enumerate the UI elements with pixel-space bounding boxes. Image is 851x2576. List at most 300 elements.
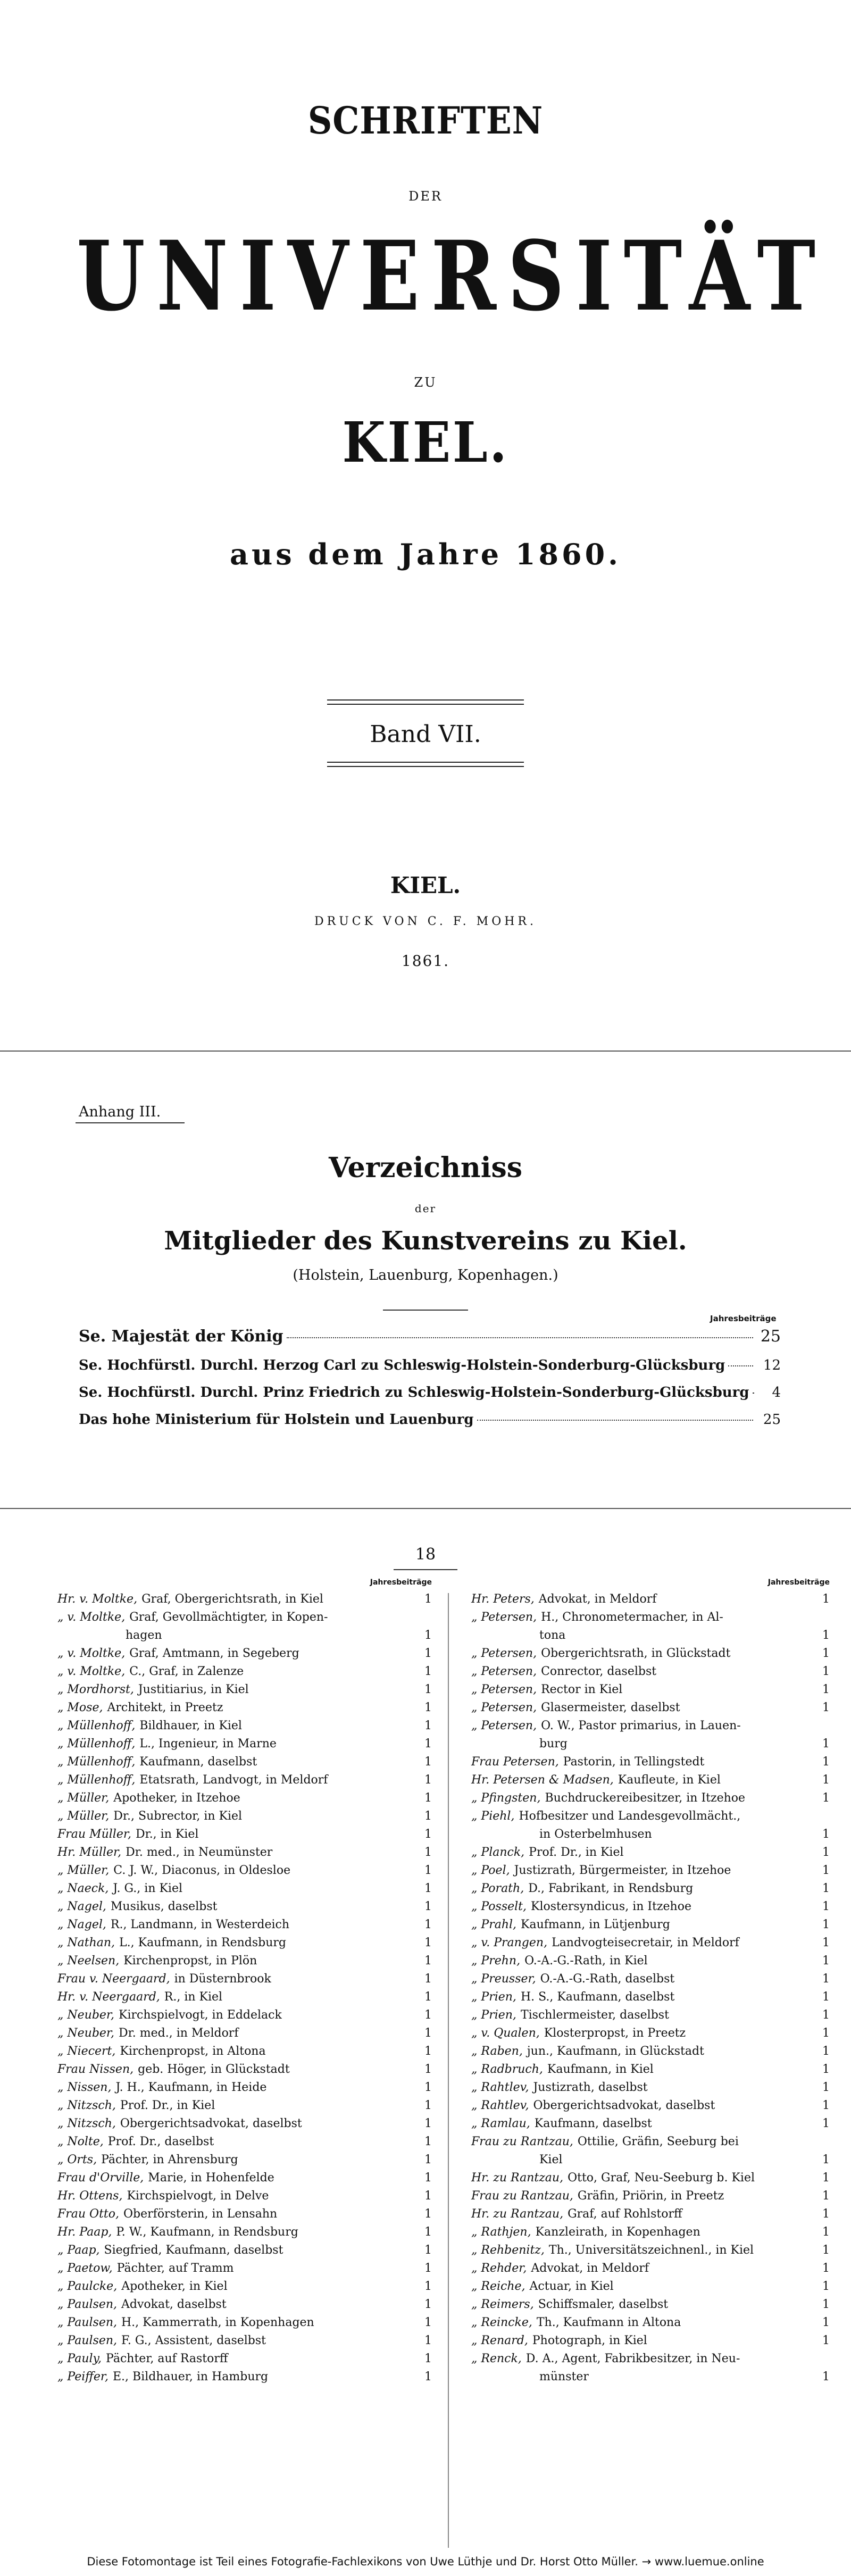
member-contribution: 1 bbox=[822, 1683, 830, 1696]
member-contribution: 1 bbox=[822, 2099, 830, 2112]
column-header: Jahresbeiträge bbox=[710, 1314, 777, 1323]
member-entry bbox=[57, 2061, 435, 2079]
member-contribution: 1 bbox=[424, 1882, 432, 1895]
member-name: „ Pfingsten, bbox=[471, 1791, 541, 1805]
member-contribution: 1 bbox=[424, 2027, 432, 2040]
member-name: „ Rahtlev, bbox=[471, 2099, 529, 2112]
member-contribution: 1 bbox=[822, 1828, 830, 1841]
member-name: „ Müller, bbox=[57, 1864, 110, 1877]
member-entry bbox=[471, 1681, 833, 1699]
member-details: Prof. Dr., daselbst bbox=[107, 2135, 214, 2148]
member-entry bbox=[471, 2368, 833, 2386]
member-contribution: 1 bbox=[822, 1936, 830, 1949]
member-entry bbox=[471, 2133, 833, 2151]
member-name: „ Petersen, bbox=[471, 1611, 537, 1624]
member-details: burg bbox=[539, 1737, 568, 1750]
appendix-underline bbox=[76, 1122, 185, 1123]
member-entry bbox=[57, 1970, 435, 1988]
member-details: geb. Höger, in Glückstadt bbox=[138, 2063, 290, 2076]
member-entry bbox=[57, 1645, 435, 1663]
member-name: Hr. Peters, bbox=[471, 1593, 535, 1606]
regions-note: (Holstein, Lauenburg, Kopenhagen.) bbox=[293, 1267, 558, 1283]
member-entry bbox=[471, 2241, 833, 2260]
member-details: Ottilie, Gräfin, Seeburg bei bbox=[577, 2135, 739, 2148]
member-contribution: 1 bbox=[822, 1665, 830, 1678]
member-details: Apotheker, in Itzehoe bbox=[113, 1791, 240, 1805]
member-entry bbox=[471, 1735, 833, 1753]
band-box bbox=[327, 699, 524, 767]
member-entry bbox=[471, 1771, 833, 1789]
member-entry bbox=[471, 1753, 833, 1771]
member-details: Dr., Subrector, in Kiel bbox=[113, 1810, 243, 1823]
member-details: Tischlermeister, daselbst bbox=[520, 2008, 669, 2022]
member-entry bbox=[57, 2350, 435, 2368]
title-schriften: SCHRIFTEN bbox=[307, 98, 544, 143]
member-contribution: 1 bbox=[822, 2334, 830, 2347]
member-contribution: 1 bbox=[424, 2298, 432, 2311]
member-name: „ Neuber, bbox=[57, 2008, 115, 2022]
member-details: Kaufleute, in Kiel bbox=[618, 1773, 721, 1787]
member-details: münster bbox=[539, 2370, 589, 2383]
heading-der: der bbox=[414, 1202, 437, 1215]
member-details: Graf, Gevollmächtigter, in Kopen- bbox=[129, 1611, 328, 1624]
member-entry bbox=[471, 1970, 833, 1988]
page-heading: Verzeichniss bbox=[329, 1152, 522, 1184]
member-name: „ Niecert, bbox=[57, 2045, 116, 2058]
member-details: tona bbox=[539, 1629, 566, 1642]
member-name: „ Rehder, bbox=[471, 2262, 527, 2275]
member-entry bbox=[57, 1916, 435, 1934]
member-contribution: 1 bbox=[822, 2370, 830, 2383]
member-name: Hr. v. Neergaard, bbox=[57, 1990, 160, 2004]
member-contribution: 1 bbox=[424, 1593, 432, 1606]
member-entry bbox=[471, 2151, 833, 2169]
member-name: „ v. Prangen, bbox=[471, 1936, 548, 1949]
member-name: „ Renard, bbox=[471, 2334, 528, 2347]
member-entry bbox=[471, 1988, 833, 2006]
band-top-rule bbox=[327, 699, 524, 705]
leader-dots bbox=[477, 1420, 753, 1421]
member-details: O.-A.-G.-Rath, daselbst bbox=[540, 1972, 675, 1986]
member-name: „ Müllenhoff, bbox=[57, 1737, 136, 1750]
member-contribution: 1 bbox=[424, 2316, 432, 2329]
member-entry bbox=[471, 1898, 833, 1916]
member-details: Obergerichtsrath, in Glückstadt bbox=[541, 1647, 731, 1660]
member-entry bbox=[471, 2169, 833, 2187]
member-details: Pächter, auf Rastorff bbox=[106, 2352, 228, 2365]
page-number-rule bbox=[394, 1569, 457, 1570]
member-name: „ Petersen, bbox=[471, 1719, 537, 1732]
member-entry bbox=[471, 2024, 833, 2043]
member-contribution: 1 bbox=[822, 1701, 830, 1714]
member-entry bbox=[471, 1880, 833, 1898]
leader-dots bbox=[728, 1365, 753, 1366]
member-details: Pächter, auf Tramm bbox=[116, 2262, 234, 2275]
member-details: Dr. med., in Neumünster bbox=[126, 1846, 273, 1859]
member-details: Glasermeister, daselbst bbox=[541, 1701, 680, 1714]
member-name: „ Petersen, bbox=[471, 1683, 537, 1696]
member-entry bbox=[57, 2314, 435, 2332]
honorary-member bbox=[79, 1357, 781, 1373]
member-entry bbox=[57, 1627, 435, 1645]
leader-dots bbox=[287, 1337, 753, 1338]
member-details: Etatsrath, Landvogt, in Meldorf bbox=[139, 1773, 328, 1787]
member-details: Dr. med., in Meldorf bbox=[119, 2027, 239, 2040]
member-contribution: 1 bbox=[822, 2027, 830, 2040]
member-contribution: 1 bbox=[424, 1629, 432, 1642]
member-entry bbox=[471, 1627, 833, 1645]
member-entry bbox=[471, 1952, 833, 1970]
member-name: „ Pauly, bbox=[57, 2352, 102, 2365]
member-name: „ Planck, bbox=[471, 1846, 525, 1859]
member-contribution: 1 bbox=[822, 2244, 830, 2257]
member-contribution: 1 bbox=[822, 2045, 830, 2058]
member-contribution: 1 bbox=[822, 2117, 830, 2130]
member-details: Kanzleirath, in Kopenhagen bbox=[535, 2225, 700, 2239]
member-list bbox=[57, 1590, 435, 2386]
title-universitaet: UNIVERSITÄT bbox=[77, 220, 827, 332]
member-name: „ Poel, bbox=[471, 1864, 510, 1877]
member-name: Hr. v. Moltke, bbox=[57, 1593, 138, 1606]
member-name: Hr. zu Rantzau, bbox=[471, 2207, 564, 2221]
member-name: Frau d'Orville, bbox=[57, 2171, 144, 2185]
member-details: Obergerichtsadvokat, daselbst bbox=[120, 2117, 302, 2130]
member-entry bbox=[57, 1825, 435, 1844]
member-entry bbox=[57, 1789, 435, 1807]
member-contribution: 1 bbox=[424, 1828, 432, 1841]
honorary-member bbox=[79, 1412, 781, 1428]
title-der: DER bbox=[408, 189, 443, 204]
member-contribution: 1 bbox=[822, 2262, 830, 2275]
footer-credit: Diese Fotomontage ist Teil eines Fotografie-Fachlexikons von Uwe Lüthje und Dr. Horst Otto Müller. → www.luemue.online bbox=[0, 2548, 851, 2576]
member-name: „ Peiffer, bbox=[57, 2370, 109, 2383]
member-name: „ Orts, bbox=[57, 2153, 97, 2166]
member-name: „ Naeck, bbox=[57, 1882, 109, 1895]
member-entry bbox=[471, 2006, 833, 2024]
member-contribution: 1 bbox=[424, 1990, 432, 2004]
band-bottom-rule bbox=[327, 762, 524, 767]
member-contribution: 1 bbox=[424, 1683, 432, 1696]
member-contribution: 1 bbox=[424, 1773, 432, 1787]
member-contribution: 1 bbox=[822, 2081, 830, 2094]
member-details: Justitiarius, in Kiel bbox=[138, 1683, 249, 1696]
member-entry bbox=[57, 1934, 435, 1952]
member-contribution: 1 bbox=[822, 1990, 830, 2004]
member-details: Obergerichtsadvokat, daselbst bbox=[533, 2099, 715, 2112]
member-contribution: 1 bbox=[424, 2153, 432, 2166]
member-entry bbox=[471, 2061, 833, 2079]
member-entry bbox=[57, 1608, 435, 1627]
member-details: O.-A.-G.-Rath, in Kiel bbox=[524, 1954, 648, 1968]
member-entry bbox=[57, 2151, 435, 2169]
member-name: „ Raben, bbox=[471, 2045, 523, 2058]
member-name: „ Paulcke, bbox=[57, 2280, 118, 2293]
page-divider bbox=[0, 1508, 851, 1509]
member-details: Kirchenpropst, in Plön bbox=[123, 1954, 257, 1968]
member-details: Photograph, in Kiel bbox=[532, 2334, 647, 2347]
member-entry bbox=[471, 2296, 833, 2314]
member-name: „ Neelsen, bbox=[57, 1954, 120, 1968]
member-details: D. A., Agent, Fabrikbesitzer, in Neu- bbox=[525, 2352, 740, 2365]
member-details: C. J. W., Diaconus, in Oldesloe bbox=[113, 1864, 291, 1877]
member-details: Siegfried, Kaufmann, daselbst bbox=[104, 2244, 283, 2257]
member-entry bbox=[57, 1880, 435, 1898]
member-name: „ Porath, bbox=[471, 1882, 524, 1895]
member-name: „ Preusser, bbox=[471, 1972, 536, 1986]
member-details: Rector in Kiel bbox=[541, 1683, 623, 1696]
member-entry bbox=[57, 2169, 435, 2187]
member-entry bbox=[57, 1735, 435, 1753]
imprint-place: KIEL. bbox=[390, 872, 461, 898]
band-label: Band VII. bbox=[370, 721, 481, 748]
member-entry bbox=[471, 1862, 833, 1880]
member-contribution: 1 bbox=[822, 1737, 830, 1750]
member-entry bbox=[57, 2278, 435, 2296]
member-contribution: 1 bbox=[424, 1665, 432, 1678]
member-details: Conrector, daselbst bbox=[541, 1665, 657, 1678]
member-details: Graf, Obergerichtsrath, in Kiel bbox=[141, 1593, 323, 1606]
member-entry bbox=[471, 2314, 833, 2332]
member-name: Se. Majestät der König bbox=[79, 1327, 283, 1346]
member-entry bbox=[57, 2260, 435, 2278]
member-details: C., Graf, in Zalenze bbox=[129, 1665, 244, 1678]
member-name: Frau zu Rantzau, bbox=[471, 2135, 573, 2148]
member-name: „ Prahl, bbox=[471, 1918, 517, 1931]
member-name: Das hohe Ministerium für Holstein und Lauenburg bbox=[79, 1412, 474, 1428]
member-contribution: 1 bbox=[822, 1593, 830, 1606]
member-contribution: 1 bbox=[822, 1954, 830, 1968]
member-details: H., Chronometermacher, in Al- bbox=[541, 1611, 723, 1624]
member-name: „ Nitzsch, bbox=[57, 2117, 116, 2130]
member-name: „ Nagel, bbox=[57, 1900, 106, 1913]
member-details: in Düsternbrook bbox=[174, 1972, 271, 1986]
member-details: Kaufmann, daselbst bbox=[139, 1755, 257, 1769]
member-entry bbox=[471, 2223, 833, 2241]
member-entry bbox=[57, 2187, 435, 2205]
member-details: Prof. Dr., in Kiel bbox=[120, 2099, 215, 2112]
member-name: „ v. Moltke, bbox=[57, 1665, 126, 1678]
appendix-label: Anhang III. bbox=[79, 1104, 161, 1120]
member-contribution: 1 bbox=[424, 1647, 432, 1660]
member-entry bbox=[57, 1753, 435, 1771]
member-entry bbox=[471, 2043, 833, 2061]
column-separator bbox=[448, 1593, 449, 2553]
member-details: Justizrath, daselbst bbox=[533, 2081, 648, 2094]
member-contribution: 1 bbox=[424, 2171, 432, 2185]
member-name: Hr. Müller, bbox=[57, 1846, 122, 1859]
member-details: Kirchspielvogt, in Delve bbox=[127, 2189, 269, 2203]
member-entry bbox=[57, 1952, 435, 1970]
member-details: Th., Universitätszeichnenl., in Kiel bbox=[548, 2244, 754, 2257]
member-contribution: 1 bbox=[424, 2135, 432, 2148]
member-list bbox=[471, 1590, 833, 2386]
member-details: J. G., in Kiel bbox=[113, 1882, 183, 1895]
member-details: F. G., Assistent, daselbst bbox=[121, 2334, 266, 2347]
member-contribution: 1 bbox=[822, 2008, 830, 2022]
member-details: H. S., Kaufmann, daselbst bbox=[520, 1990, 675, 2004]
member-entry bbox=[57, 1663, 435, 1681]
member-name: Hr. Ottens, bbox=[57, 2189, 123, 2203]
member-contribution: 25 bbox=[763, 1412, 781, 1428]
title-zu: ZU bbox=[414, 375, 437, 390]
member-contribution: 1 bbox=[822, 2171, 830, 2185]
member-name: „ Nathan, bbox=[57, 1936, 115, 1949]
member-details: Prof. Dr., in Kiel bbox=[529, 1846, 624, 1859]
member-contribution: 1 bbox=[822, 1773, 830, 1787]
member-name: Frau Otto, bbox=[57, 2207, 120, 2221]
member-name: Frau zu Rantzau, bbox=[471, 2189, 573, 2203]
member-name: „ Müllenhoff, bbox=[57, 1773, 136, 1787]
member-name: „ Nolte, bbox=[57, 2135, 104, 2148]
member-entry bbox=[471, 1844, 833, 1862]
member-name: „ Reincke, bbox=[471, 2316, 532, 2329]
member-name: „ Petersen, bbox=[471, 1701, 537, 1714]
member-name: „ Rahtlev, bbox=[471, 2081, 529, 2094]
member-details: Actuar, in Kiel bbox=[529, 2280, 614, 2293]
member-entry bbox=[57, 2043, 435, 2061]
member-name: „ Paetow, bbox=[57, 2262, 113, 2275]
member-contribution: 1 bbox=[424, 1954, 432, 1968]
member-name: „ Prehn, bbox=[471, 1954, 521, 1968]
member-details: in Osterbelmhusen bbox=[539, 1828, 652, 1841]
member-entry bbox=[57, 2368, 435, 2386]
member-contribution: 1 bbox=[822, 1791, 830, 1805]
member-contribution: 1 bbox=[424, 1900, 432, 1913]
member-entry bbox=[471, 1645, 833, 1663]
member-details: R., Landmann, in Westerdeich bbox=[110, 1918, 290, 1931]
member-details: Kaufmann, daselbst bbox=[534, 2117, 652, 2130]
member-entry bbox=[471, 1663, 833, 1681]
member-contribution: 1 bbox=[822, 2189, 830, 2203]
imprint-year: 1861. bbox=[401, 952, 450, 970]
member-entry bbox=[57, 1699, 435, 1717]
member-contribution: 1 bbox=[822, 2280, 830, 2293]
member-name: „ v. Moltke, bbox=[57, 1611, 126, 1624]
member-entry bbox=[471, 1789, 833, 1807]
member-entry bbox=[57, 2241, 435, 2260]
member-details: Kirchenpropst, in Altona bbox=[120, 2045, 266, 2058]
member-details: Advokat, in Meldorf bbox=[531, 2262, 649, 2275]
member-contribution: 1 bbox=[424, 1918, 432, 1931]
member-contribution: 1 bbox=[424, 2117, 432, 2130]
member-contribution: 1 bbox=[822, 2316, 830, 2329]
member-contribution: 1 bbox=[424, 2008, 432, 2022]
member-contribution: 12 bbox=[763, 1357, 781, 1373]
member-contribution: 1 bbox=[822, 1900, 830, 1913]
member-name: „ Neuber, bbox=[57, 2027, 115, 2040]
member-details: Pächter, in Ahrensburg bbox=[101, 2153, 238, 2166]
member-contribution: 1 bbox=[424, 2099, 432, 2112]
member-contribution: 1 bbox=[424, 2225, 432, 2239]
member-contribution: 1 bbox=[424, 2207, 432, 2221]
member-entry bbox=[57, 1898, 435, 1916]
member-details: J. H., Kaufmann, in Heide bbox=[115, 2081, 267, 2094]
member-name: „ Prien, bbox=[471, 2008, 516, 2022]
page-divider bbox=[0, 1051, 851, 1052]
member-name: Frau Petersen, bbox=[471, 1755, 559, 1769]
member-details: H., Kammerrath, in Kopenhagen bbox=[121, 2316, 314, 2329]
heading-rule bbox=[383, 1310, 468, 1311]
member-entry bbox=[471, 1916, 833, 1934]
member-name: „ Piehl, bbox=[471, 1810, 515, 1823]
member-contribution: 1 bbox=[822, 2063, 830, 2076]
member-contribution: 1 bbox=[822, 2207, 830, 2221]
member-details: hagen bbox=[126, 1629, 162, 1642]
member-contribution: 1 bbox=[424, 1791, 432, 1805]
member-name: Hr. Petersen & Madsen, bbox=[471, 1773, 614, 1787]
member-contribution: 1 bbox=[424, 2262, 432, 2275]
member-entry bbox=[471, 1807, 833, 1825]
member-contribution: 1 bbox=[424, 1936, 432, 1949]
member-contribution: 1 bbox=[424, 1755, 432, 1769]
member-contribution: 1 bbox=[424, 2189, 432, 2203]
member-entry bbox=[57, 1717, 435, 1735]
member-name: Hr. zu Rantzau, bbox=[471, 2171, 564, 2185]
member-contribution: 1 bbox=[424, 2081, 432, 2094]
member-name: „ Müllenhoff, bbox=[57, 1719, 136, 1732]
member-entry bbox=[471, 2079, 833, 2097]
member-details: L., Kaufmann, in Rendsburg bbox=[119, 1936, 286, 1949]
member-entry bbox=[471, 1608, 833, 1627]
member-name: Hr. Paap, bbox=[57, 2225, 112, 2239]
member-name: Frau Nissen, bbox=[57, 2063, 134, 2076]
member-entry bbox=[471, 2187, 833, 2205]
member-entry bbox=[57, 1862, 435, 1880]
member-name: „ Radbruch, bbox=[471, 2063, 543, 2076]
member-name: „ Rehbenitz, bbox=[471, 2244, 545, 2257]
honorary-member bbox=[79, 1327, 781, 1346]
member-details: R., in Kiel bbox=[164, 1990, 223, 2004]
member-name: „ Nitzsch, bbox=[57, 2099, 116, 2112]
member-name: „ Posselt, bbox=[471, 1900, 527, 1913]
member-details: Hofbesitzer und Landesgevollmächt., bbox=[519, 1810, 741, 1823]
member-name: Frau Müller, bbox=[57, 1828, 131, 1841]
member-details: Buchdruckereibesitzer, in Itzehoe bbox=[545, 1791, 746, 1805]
member-entry bbox=[471, 1717, 833, 1735]
page-subheading: Mitglieder des Kunstvereins zu Kiel. bbox=[164, 1226, 687, 1256]
member-entry bbox=[57, 2223, 435, 2241]
member-name: „ Nagel, bbox=[57, 1918, 106, 1931]
member-contribution: 1 bbox=[424, 1737, 432, 1750]
member-contribution: 1 bbox=[424, 2063, 432, 2076]
member-name: „ Reiche, bbox=[471, 2280, 525, 2293]
member-name: „ v. Moltke, bbox=[57, 1647, 126, 1660]
member-name: „ Müllenhoff, bbox=[57, 1755, 136, 1769]
member-entry bbox=[57, 2079, 435, 2097]
member-details: Kaufmann, in Kiel bbox=[547, 2063, 654, 2076]
member-details: Klostersyndicus, in Itzehoe bbox=[531, 1900, 691, 1913]
member-name: „ Petersen, bbox=[471, 1647, 537, 1660]
member-entry bbox=[57, 2205, 435, 2223]
member-details: Klosterpropst, in Preetz bbox=[544, 2027, 686, 2040]
member-details: Th., Kaufmann in Altona bbox=[536, 2316, 681, 2329]
member-entry bbox=[57, 2115, 435, 2133]
member-details: Otto, Graf, Neu-Seeburg b. Kiel bbox=[568, 2171, 755, 2185]
member-details: L., Ingenieur, in Marne bbox=[139, 1737, 277, 1750]
member-contribution: 1 bbox=[424, 1701, 432, 1714]
member-entry bbox=[57, 1807, 435, 1825]
member-name: „ Mordhorst, bbox=[57, 1683, 134, 1696]
member-name: „ Paulsen, bbox=[57, 2316, 117, 2329]
member-details: Kiel bbox=[539, 2153, 563, 2166]
member-details: Marie, in Hohenfelde bbox=[148, 2171, 274, 2185]
member-details: jun., Kaufmann, in Glückstadt bbox=[527, 2045, 704, 2058]
member-details: Pastorin, in Tellingstedt bbox=[563, 1755, 705, 1769]
member-contribution: 1 bbox=[424, 2352, 432, 2365]
member-contribution: 1 bbox=[424, 1810, 432, 1823]
member-contribution: 1 bbox=[424, 1972, 432, 1986]
member-name: „ Reimers, bbox=[471, 2298, 534, 2311]
